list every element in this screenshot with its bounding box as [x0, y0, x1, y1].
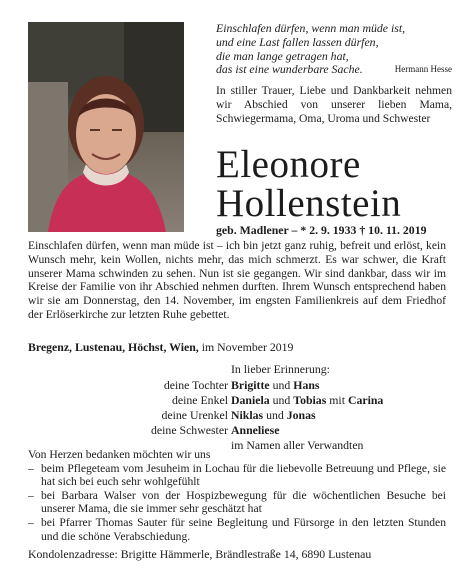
places-line: [28, 340, 293, 355]
poem: [216, 22, 452, 77]
relative-name: Hans: [293, 378, 320, 392]
places-cities: Bregenz, Lustenau, Höchst, Wien,: [28, 340, 199, 354]
thanks-heading: Von Herzen bedanken möchten wir uns: [28, 448, 211, 461]
birth-name: geb. Madlener: [216, 223, 289, 237]
relative-role: deine Schwester: [151, 423, 228, 437]
poem-author: Hermann Hesse: [394, 64, 452, 75]
thanks-section: [28, 448, 446, 543]
condolence-address: Kondolenzadresse: Brigitte Hämmerle, Brändlestraße 14, 6890 Lustenau: [28, 547, 372, 561]
deceased-name: [216, 145, 401, 223]
life-dates: geb. Madlener – * 2. 9. 1933 † 10. 11. 2019: [216, 223, 427, 237]
portrait-photo: [28, 22, 184, 232]
thanks-item: – bei Pfarrer Thomas Sauter für seine Begleitung und Fürsorge in den letzten Stunden und die schöne Verabschiedung.: [28, 515, 446, 543]
poem-line: und eine Last fallen lassen dürfen,: [216, 34, 379, 49]
intro-text: In stiller Trauer, Liebe und Dankbarkeit nehmen wir Abschied von unserer lieben Mama, Schwiegermama, Oma, Uroma und Schwester: [216, 84, 452, 125]
first-name: Eleonore: [216, 143, 361, 186]
relative-role: deine Tochter: [163, 378, 228, 392]
birth-date: 2. 9. 1933: [309, 223, 357, 237]
relative-name: Tobias: [293, 393, 327, 407]
relative-name: Brigitte: [231, 378, 270, 392]
main-text: Einschlafen dürfen, wenn man müde ist – ich bin jetzt ganz ruhig, befreit und erlöst, kein Wunsch mehr, kein Wollen, nichts mehr, das mich schmerzt. Es war schwer, die Kraft unserer Mama schwinden zu sehen. Nun ist sie gegangen. Wir sind dankbar, dass wir im Kreise der Familie von ihr Abschied nehmen durften. Ihrem Wunsch entsprechend haben wir sie am Donnerstag, den 14. November, im engsten Familienkreis auf dem Friedhof der Erlöserkirche zur letzten Ruhe gebettet.: [28, 239, 446, 321]
relative-role: deine Urenkel: [161, 408, 228, 422]
thanks-item: – bei Barbara Walser von der Hospizbewegung für die wöchentlichen Besuche bei unserer Mama, die sie immer sehr geschätzt hat: [28, 488, 446, 516]
last-name: Hollenstein: [216, 182, 402, 225]
relative-name: Jonas: [286, 408, 316, 422]
thanks-item: – beim Pflegeteam vom Jesuheim in Lochau für die liebevolle Betreuung und Pflege, sie hat sich bei euch sehr wohlgefühlt: [28, 461, 446, 489]
remembrance-footer: im Namen aller Verwandten: [231, 438, 364, 452]
relative-name: Anneliese: [231, 423, 280, 437]
relative-name: Carina: [347, 393, 384, 407]
relative-name: Niklas: [231, 408, 264, 422]
remembrance-heading: In lieber Erinnerung:: [231, 362, 330, 376]
poem-line: das ist eine wunderbare Sache.: [216, 62, 363, 77]
relative-role: deine Enkel: [171, 393, 228, 407]
relative-name: Daniela: [231, 393, 270, 407]
poem-line: die man lange getragen hat,: [216, 48, 349, 63]
places-month: im November 2019: [201, 340, 294, 354]
obituary-page: Einschlafen dürfen, wenn man müde ist, und eine Last fallen lassen dürfen, die man lange getragen hat, das ist eine wunderbare Sache. Hermann Hesse In stiller Trauer, Liebe und Dankbarkeit nehmen wir Abschied von unserer lieben Mama, Schwiegermama, Oma, Uroma und Schwester Eleonore Hollenstein geb. Madlener – * 2. 9. 1933 † 10. 11. 2019 Einschlafen dürfen, wenn man müde ist – ich bin jetzt ganz ruhig, befreit und erlöst, kein Wunsch mehr, kein Wollen, nichts mehr, das mich schmerzt. Es war schwer, die Kraft unserer Mama schwinden zu sehen. Nun ist sie gegangen. Wir sind dankbar, dass wir im Kreise der Familie von ihr Abschied nehmen durften. Ihrem Wunsch entsprechend haben wir sie am Donnerstag, den 14. November, im engsten Familienkreis auf dem Friedhof der Erlöserkirche zur letzten Ruhe gebettet. Bregenz, Lustenau, Höchst, Wien, im November 2019 In lieber Erinnerung: deine Tochter Brigitte und Hans deine Enkel Daniela und Tobias mit Carina deine Urenkel Niklas und Jonas deine Schwester Anneliese im Namen aller Verwandten Von Herzen bedanken möchten wir uns – beim Pflegeteam vom Jesuheim in Lochau für die liebevolle Betreuung und Pflege, sie hat sich bei euch sehr wohlgefühlt – bei Barbara Walser von der Hospizbewegung für die wöchentlichen Besuche bei unserer Mama, die sie immer sehr geschätzt hat – bei Pfarrer Thomas Sauter für seine Begleitung und Fürsorge in den letzten Stunden und die schöne Verabschiedung. Kondolenzadresse: Brigitte Hämmerle, Brändlestraße 14, 6890 Lustenau: [28, 21, 452, 561]
death-date: 10. 11. 2019: [368, 223, 427, 237]
poem-line: Einschlafen dürfen, wenn man müde ist,: [216, 21, 406, 35]
